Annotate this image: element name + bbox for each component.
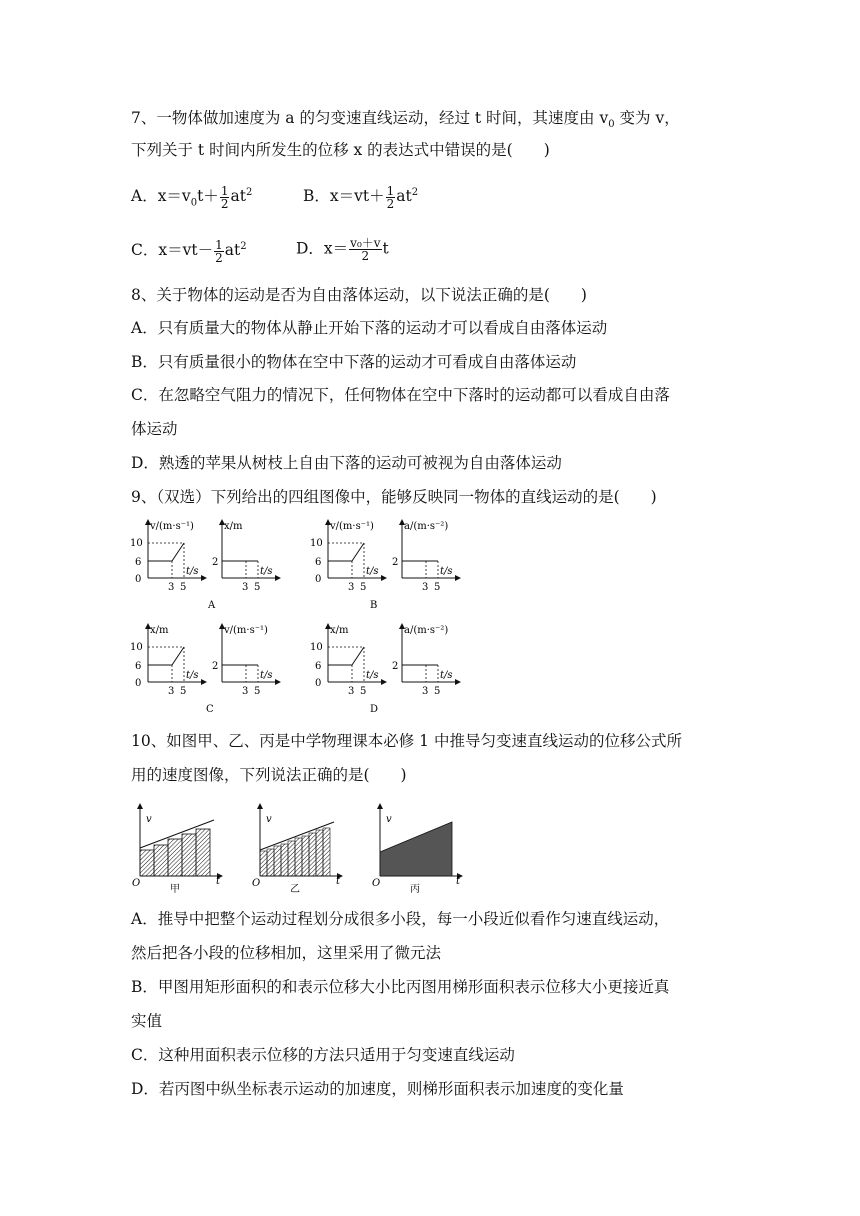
tick-label: 3	[348, 686, 355, 697]
q9-c-x-t-graph	[130, 625, 204, 697]
origin-label: O	[372, 878, 381, 889]
tick-label: 2	[212, 557, 219, 568]
q9-group-c	[130, 625, 278, 715]
tick-label: 5	[254, 686, 261, 697]
q9-group-d	[310, 625, 458, 715]
tick-label: 2	[392, 557, 399, 568]
q8-stem: 8、关于物体的运动是否为自由落体运动，以下说法正确的是( )	[131, 286, 587, 304]
tick-label: 6	[135, 661, 142, 672]
q10-label-yi: 乙	[290, 884, 300, 895]
tick-label: 3	[242, 686, 249, 697]
t-axis-label: t	[336, 876, 341, 887]
tick-label: 5	[180, 582, 187, 593]
q9-d-a-ylabel: a/(m·s⁻²)	[404, 625, 449, 636]
tick-label: 5	[434, 686, 441, 697]
q9-label-b: B	[370, 600, 378, 611]
q9-b-v-ylabel: v/(m·s⁻¹)	[330, 521, 374, 532]
origin-label: O	[132, 878, 141, 889]
q8-option-b: B．只有质量很小的物体在空中下落的运动才可看成自由落体运动	[131, 353, 577, 371]
x-axis-label: t/s	[260, 566, 273, 577]
q7-stem-line-1: 7、一物体做加速度为 a 的匀变速直线运动，经过 t 时间，其速度由 $v_0$ 变为 v，	[131, 109, 680, 131]
tick-label: 3	[168, 686, 175, 697]
tick-label: 2	[212, 661, 219, 672]
x-axis-label: t/s	[366, 566, 379, 577]
q7-option-d: D．x＝ $\frac{\text{v₀＋v}}{2}$ t	[296, 236, 389, 263]
x-axis-label: t/s	[440, 566, 453, 577]
q9-figure	[126, 518, 466, 718]
tick-label: 3	[422, 582, 429, 593]
q8-option-a: A．只有质量大的物体从静止开始下落的运动才可以看成自由落体运动	[131, 319, 608, 337]
q9-c-x-ylabel: x/m	[150, 625, 169, 636]
tick-label: 10	[130, 538, 143, 549]
q9-d-x-t-graph	[310, 625, 384, 697]
v-axis-label: v	[266, 814, 272, 825]
q10-option-b-line-1: B．甲图用矩形面积的和表示位移大小比丙图用梯形面积表示位移大小更接近真	[131, 978, 670, 996]
v-axis-label: v	[146, 814, 152, 825]
q9-group-a	[130, 521, 278, 611]
q10-option-a-line-2: 然后把各小段的位移相加，这里采用了微元法	[131, 944, 442, 962]
q10-label-bing: 丙	[410, 884, 420, 895]
tick-label: 0	[135, 678, 142, 689]
origin-label: O	[252, 878, 261, 889]
q9-group-b	[310, 521, 458, 611]
tick-label: 5	[254, 582, 261, 593]
x-axis-label: t/s	[366, 670, 379, 681]
t-axis-label: t	[456, 876, 461, 887]
tick-label: 3	[422, 686, 429, 697]
tick-label: 6	[315, 661, 322, 672]
t-axis-label: t	[216, 876, 221, 887]
q9-a-x-t-graph	[212, 521, 278, 593]
q10-option-d: D．若丙图中纵坐标表示运动的加速度，则梯形面积表示加速度的变化量	[131, 1080, 624, 1098]
q9-d-a-t-graph	[392, 625, 458, 697]
q9-b-a-t-graph	[392, 521, 458, 593]
q10-graph-bing	[372, 806, 461, 895]
tick-label: 3	[242, 582, 249, 593]
q10-stem-line-2: 用的速度图像，下列说法正确的是( )	[131, 766, 407, 784]
q7-option-a: A．$x=v_0t+$ $\frac{1}{2}$ $at^2$	[131, 183, 253, 211]
q10-option-a-line-1: A．推导中把整个运动过程划分成很多小段，每一小段近似看作匀速直线运动，	[131, 910, 670, 928]
tick-label: 0	[315, 574, 322, 585]
tick-label: 3	[348, 582, 355, 593]
tick-label: 10	[130, 642, 143, 653]
q9-label-d: D	[370, 704, 379, 715]
tick-label: 3	[168, 582, 175, 593]
tick-label: 6	[135, 557, 142, 568]
tick-label: 5	[434, 582, 441, 593]
tick-label: 10	[310, 642, 323, 653]
v-axis-label: v	[386, 814, 392, 825]
q8-option-d: D．熟透的苹果从树枝上自由下落的运动可被视为自由落体运动	[131, 454, 562, 472]
q10-option-c: C．这种用面积表示位移的方法只适用于匀变速直线运动	[131, 1046, 515, 1064]
x-axis-label: t/s	[186, 566, 199, 577]
tick-label: 2	[392, 661, 399, 672]
q9-d-x-ylabel: x/m	[330, 625, 349, 636]
q9-a-x-ylabel: x/m	[224, 521, 243, 532]
q10-option-b-line-2: 实值	[131, 1012, 163, 1030]
tick-label: 10	[310, 538, 323, 549]
q9-a-v-ylabel: v/(m·s⁻¹)	[150, 521, 194, 532]
q9-label-c: C	[206, 704, 214, 715]
tick-label: 5	[180, 686, 187, 697]
q8-option-c-line-2: 体运动	[131, 420, 178, 438]
q10-graph-yi	[252, 806, 341, 895]
q7-option-b: B．x＝vt＋ $\frac{1}{2}$ $at^2$	[303, 183, 419, 211]
q10-graph-jia	[132, 806, 221, 895]
q9-c-v-ylabel: v/(m·s⁻¹)	[224, 625, 268, 636]
q10-stem-line-1: 10、如图甲、乙、丙是中学物理课本必修 1 中推导匀变速直线运动的位移公式所	[131, 732, 682, 750]
q10-label-jia: 甲	[170, 884, 180, 895]
tick-label: 6	[315, 557, 322, 568]
x-axis-label: t/s	[260, 670, 273, 681]
q7-stem-line-2: 下列关于 t 时间内所发生的位移 x 的表达式中错误的是( )	[131, 141, 550, 159]
q9-b-v-t-graph	[310, 521, 384, 593]
q9-c-v-t-graph	[212, 625, 278, 697]
q9-b-a-ylabel: a/(m·s⁻²)	[404, 521, 449, 532]
q9-a-v-t-graph	[130, 521, 204, 593]
tick-label: 5	[360, 686, 367, 697]
tick-label: 5	[360, 582, 367, 593]
q7-option-c: C．x＝vt－ $\frac{1}{2}$ $at^2$	[131, 237, 247, 265]
q8-option-c-line-1: C．在忽略空气阻力的情况下，任何物体在空中下落时的运动都可以看成自由落	[131, 386, 670, 404]
q10-figure	[128, 800, 468, 896]
q9-label-a: A	[208, 600, 216, 611]
x-axis-label: t/s	[440, 670, 453, 681]
x-axis-label: t/s	[186, 670, 199, 681]
tick-label: 0	[315, 678, 322, 689]
q9-stem: 9、（双选）下列给出的四组图像中，能够反映同一物体的直线运动的是( )	[131, 488, 657, 506]
tick-label: 0	[135, 574, 142, 585]
